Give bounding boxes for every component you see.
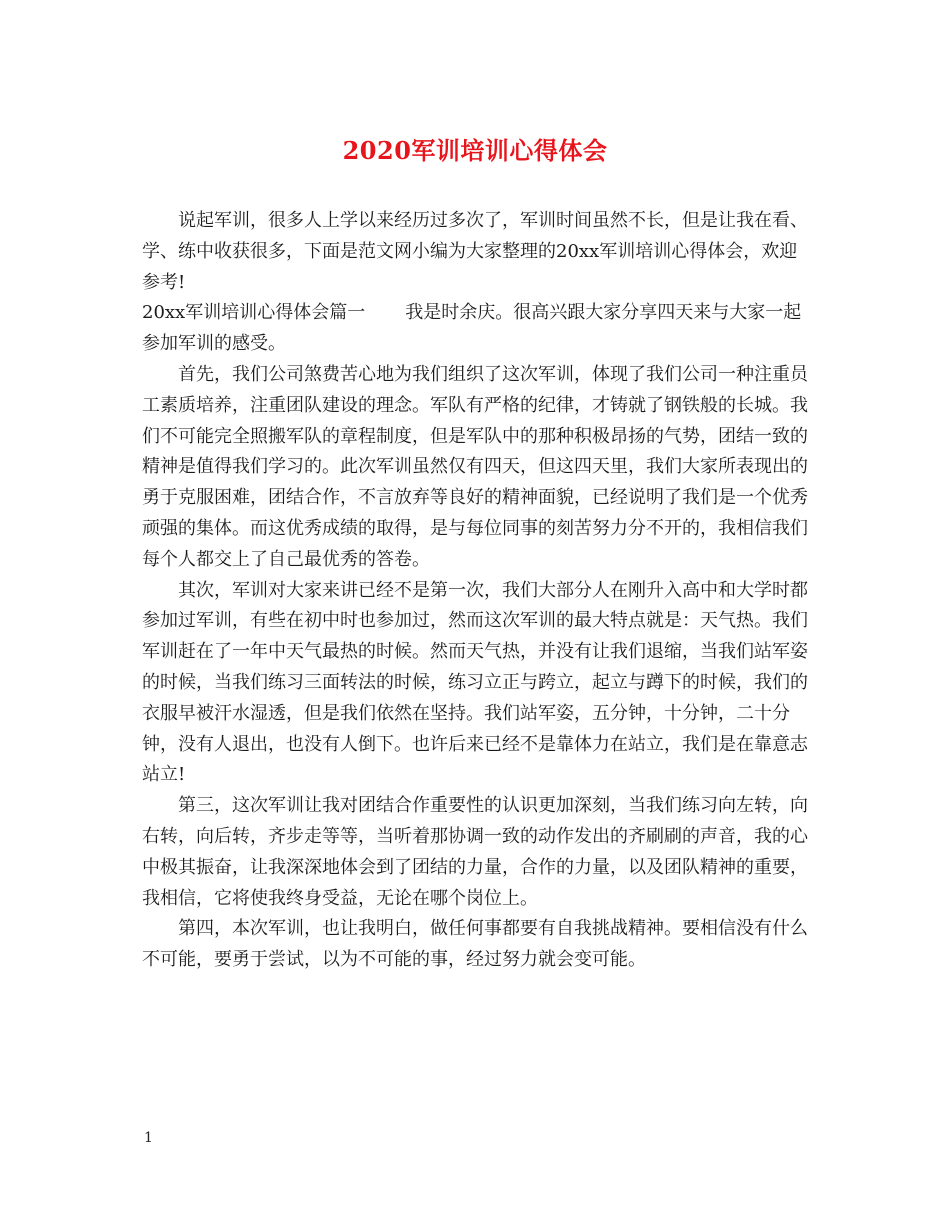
body-paragraph-1: 首先，我们公司煞费苦心地为我们组织了这次军训，体现了我们公司一种注重员工素质培养，注重团队建设的理念。军队有严格的纪律，才铸就了钢铁般的长城。我们不可能完全照搬军队的章程制度，但是军队中的那种积极昂扬的气势，团结一致的精神是值得我们学习的。此次军训虽然仅有四天，但这四天里，我们大家所表现出的勇于克服困难，团结合作，不言放弃等良好的精神面貌，已经说明了我们是一个优秀顽强的集体。而这优秀成绩的取得，是与每位同事的刻苦努力分不开的，我相信我们每个人都交上了自己最优秀的答卷。 — [142, 363, 808, 570]
body-paragraph-2: 其次，军训对大家来讲已经不是第一次，我们大部分人在刚升入高中和大学时都参加过军训，有些在初中时也参加过，然而这次军训的最大特点就是：天气热。我们军训赶在了一年中天气最热的时候。然而天气热，并没有让我们退缩，当我们站军姿的时候，当我们练习三面转法的时候，练习立正与跨立，起立与蹲下的时候，我们的衣服早被汗水湿透，但是我们依然在坚持。我们站军姿，五分钟，十分钟，二十分钟，没有人退出，也没有人倒下。也许后来已经不是靠体力在站立，我们是在靠意志站立! — [142, 579, 808, 786]
body-paragraph-4: 第四，本次军训，也让我明白，做任何事都要有自我挑战精神。要相信没有什么不可能，要勇于尝试，以为不可能的事，经过努力就会变可能。 — [142, 918, 808, 971]
document-body — [142, 206, 814, 976]
intro-paragraph: 说起军训，很多人上学以来经历过多次了，军训时间虽然不长，但是让我在看、学、练中收获很多，下面是范文网小编为大家整理的20xx军训培训心得体会，欢迎参考! — [142, 210, 808, 293]
section-heading-line — [142, 298, 814, 360]
section-heading: 20xx军训培训心得体会篇一 — [142, 302, 366, 324]
document-title: 2020军训培训心得体会 — [342, 136, 608, 165]
body-paragraph-3: 第三，这次军训让我对团结合作重要性的认识更加深刻，当我们练习向左转，向右转，向后转，齐步走等等，当听着那协调一致的动作发出的齐刷刷的声音，我的心中极其振奋，让我深深地体会到了团结的力量，合作的力量，以及团队精神的重要，我相信，它将使我终身受益，无论在哪个岗位上。 — [142, 795, 808, 909]
page-number: 1 — [144, 1130, 153, 1146]
section-intro: 我是时余庆。很高兴跟大家分享四天来与大家一起参加军训的感受。 — [142, 302, 802, 355]
